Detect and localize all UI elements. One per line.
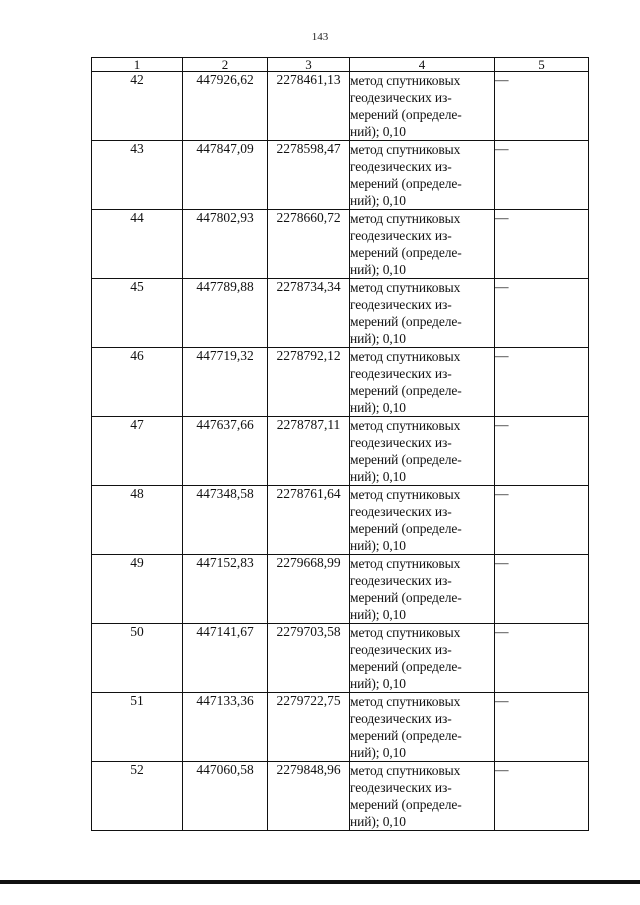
method-text-line: ний); 0,10 [350,676,406,691]
method-text-line: геодезических из- [350,435,452,450]
method-text-line: метод спутниковых [350,280,461,295]
point-number-cell: 50 [92,624,183,693]
method-text-line: мерений (определе- [350,245,462,260]
table-row [92,348,589,417]
point-number-cell: 42 [92,72,183,141]
page-number: 143 [311,31,329,43]
y-coordinate-cell: 2279848,96 [268,762,350,831]
method-text-line: метод спутниковых [350,73,461,88]
column-header-4: 4 [350,58,495,72]
method-text-line: геодезических из- [350,573,452,588]
point-number-cell: 45 [92,279,183,348]
table-row [92,210,589,279]
y-coordinate-cell: 2279722,75 [268,693,350,762]
method-text-line: геодезических из- [350,90,452,105]
table-row [92,693,589,762]
column-5-cell: — [495,348,589,417]
method-text-line: метод спутниковых [350,349,461,364]
method-text-line: ний); 0,10 [350,814,406,829]
table-row [92,279,589,348]
column-5-cell: — [495,417,589,486]
method-text-line: ний); 0,10 [350,538,406,553]
point-number-cell: 48 [92,486,183,555]
x-coordinate-cell: 447637,66 [183,417,268,486]
method-text-line: ний); 0,10 [350,745,406,760]
column-5-cell: — [495,555,589,624]
x-coordinate-cell: 447060,58 [183,762,268,831]
method-text-line: мерений (определе- [350,659,462,674]
y-coordinate-cell: 2278660,72 [268,210,350,279]
method-text-line: мерений (определе- [350,176,462,191]
table-row [92,762,589,831]
x-coordinate-cell: 447133,36 [183,693,268,762]
method-text-line: геодезических из- [350,159,452,174]
method-text-line: мерений (определе- [350,452,462,467]
point-number-cell: 46 [92,348,183,417]
footer-rule [0,880,640,884]
method-cell [350,72,495,141]
point-number-cell: 52 [92,762,183,831]
column-header-2: 2 [183,58,268,72]
column-5-cell: — [495,762,589,831]
method-text-line: геодезических из- [350,711,452,726]
x-coordinate-cell: 447152,83 [183,555,268,624]
method-text-line: геодезических из- [350,780,452,795]
method-text-line: метод спутниковых [350,556,461,571]
table-row [92,624,589,693]
table-header-row [92,58,589,72]
method-text-line: геодезических из- [350,504,452,519]
method-text-line: мерений (определе- [350,383,462,398]
method-text-line: мерений (определе- [350,728,462,743]
method-text-line: метод спутниковых [350,211,461,226]
method-cell [350,210,495,279]
method-text-line: геодезических из- [350,297,452,312]
method-cell [350,624,495,693]
y-coordinate-cell: 2278734,34 [268,279,350,348]
method-text-line: метод спутниковых [350,487,461,502]
table-row [92,417,589,486]
y-coordinate-cell: 2278598,47 [268,141,350,210]
method-text-line: ний); 0,10 [350,262,406,277]
x-coordinate-cell: 447348,58 [183,486,268,555]
method-text-line: мерений (определе- [350,107,462,122]
y-coordinate-cell: 2278787,11 [268,417,350,486]
column-5-cell: — [495,72,589,141]
method-text-line: ний); 0,10 [350,124,406,139]
x-coordinate-cell: 447926,62 [183,72,268,141]
method-text-line: ний); 0,10 [350,331,406,346]
method-text-line: геодезических из- [350,228,452,243]
method-text-line: мерений (определе- [350,590,462,605]
table-row [92,555,589,624]
column-5-cell: — [495,486,589,555]
method-cell [350,348,495,417]
table-row [92,486,589,555]
method-text-line: метод спутниковых [350,694,461,709]
method-text-line: ний); 0,10 [350,400,406,415]
method-text-line: геодезических из- [350,642,452,657]
method-cell [350,279,495,348]
method-cell [350,486,495,555]
column-5-cell: — [495,624,589,693]
x-coordinate-cell: 447789,88 [183,279,268,348]
column-5-cell: — [495,141,589,210]
y-coordinate-cell: 2279703,58 [268,624,350,693]
y-coordinate-cell: 2278461,13 [268,72,350,141]
method-cell [350,555,495,624]
method-text-line: мерений (определе- [350,797,462,812]
method-text-line: метод спутниковых [350,625,461,640]
point-number-cell: 43 [92,141,183,210]
column-header-1: 1 [92,58,183,72]
method-text-line: метод спутниковых [350,142,461,157]
column-5-cell: — [495,693,589,762]
method-text-line: метод спутниковых [350,763,461,778]
point-number-cell: 47 [92,417,183,486]
method-text-line: ний); 0,10 [350,469,406,484]
method-text-line: ний); 0,10 [350,193,406,208]
method-text-line: мерений (определе- [350,521,462,536]
column-5-cell: — [495,210,589,279]
coordinates-table [91,57,589,831]
y-coordinate-cell: 2279668,99 [268,555,350,624]
method-cell [350,693,495,762]
method-cell [350,762,495,831]
column-5-cell: — [495,279,589,348]
y-coordinate-cell: 2278761,64 [268,486,350,555]
x-coordinate-cell: 447802,93 [183,210,268,279]
point-number-cell: 49 [92,555,183,624]
method-cell [350,141,495,210]
method-cell [350,417,495,486]
x-coordinate-cell: 447847,09 [183,141,268,210]
point-number-cell: 44 [92,210,183,279]
method-text-line: геодезических из- [350,366,452,381]
y-coordinate-cell: 2278792,12 [268,348,350,417]
method-text-line: мерений (определе- [350,314,462,329]
column-header-5: 5 [495,58,589,72]
x-coordinate-cell: 447719,32 [183,348,268,417]
method-text-line: метод спутниковых [350,418,461,433]
method-text-line: ний); 0,10 [350,607,406,622]
table-row [92,72,589,141]
x-coordinate-cell: 447141,67 [183,624,268,693]
table-row [92,141,589,210]
point-number-cell: 51 [92,693,183,762]
column-header-3: 3 [268,58,350,72]
table-body [92,72,589,831]
